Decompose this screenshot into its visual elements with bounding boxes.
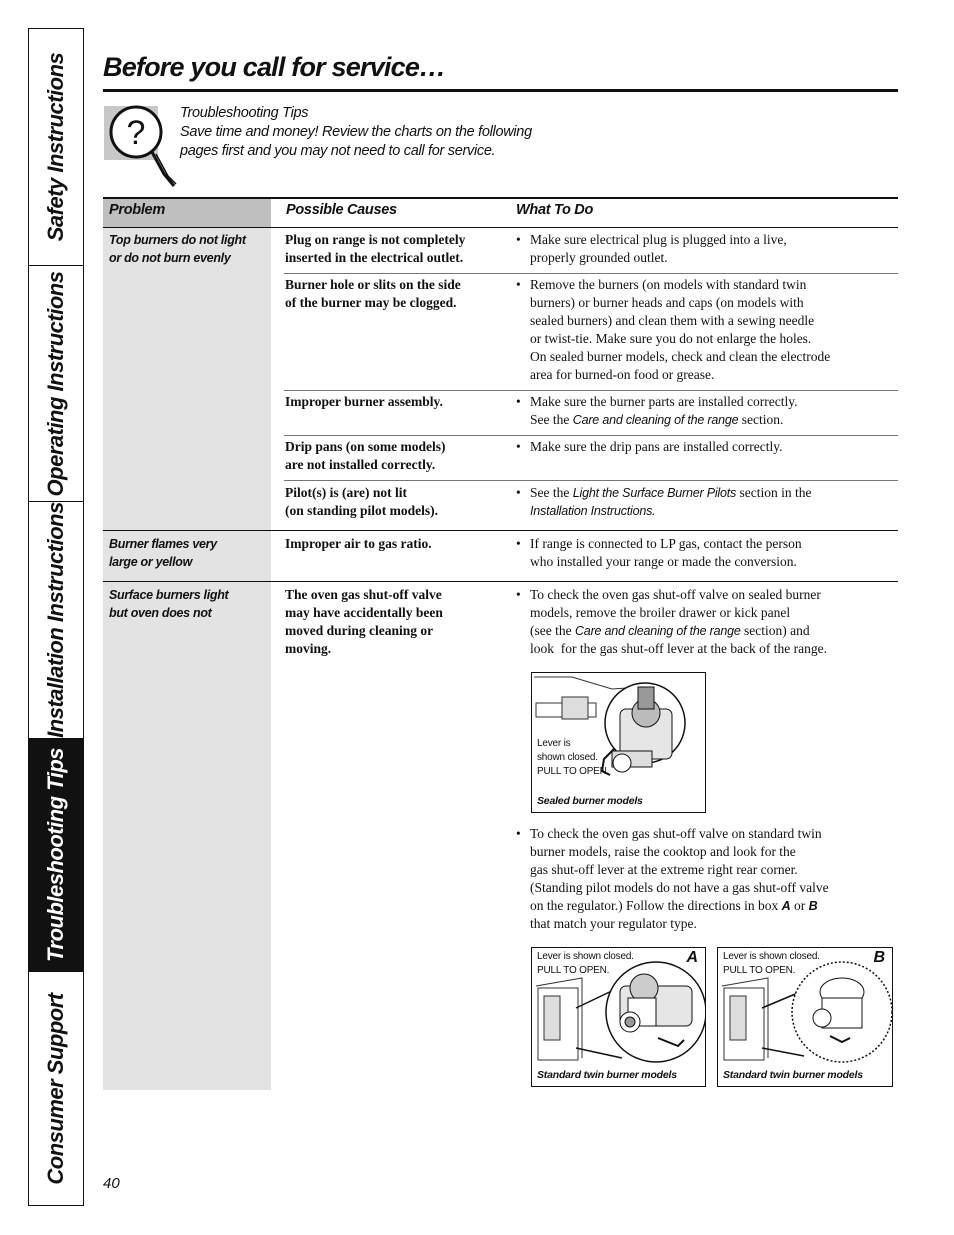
todo-line: Make sure the burner parts are installed correctly. bbox=[530, 394, 798, 409]
cause-line: (on standing pilot models). bbox=[285, 503, 439, 518]
problem-column-bg bbox=[103, 198, 271, 1090]
lever-note bbox=[537, 737, 609, 779]
tab-consumer-support[interactable] bbox=[29, 972, 83, 1205]
figure-caption: Standard twin burner models bbox=[537, 1069, 677, 1081]
section-reference: Care and cleaning of the range bbox=[574, 624, 741, 638]
cause-line: Drip pans (on some models) bbox=[285, 439, 446, 454]
cause-text bbox=[285, 586, 443, 658]
header-problem: Problem bbox=[109, 202, 165, 218]
cause-line: inserted in the electrical outlet. bbox=[285, 250, 464, 265]
problem-line: or do not burn evenly bbox=[109, 251, 231, 265]
todo-line: or twist-tie. Make sure you do not enlarge the holes. bbox=[530, 331, 812, 346]
box-letter-b: B bbox=[873, 949, 885, 966]
todo-line: burner models, raise the cooktop and look for the bbox=[530, 844, 796, 859]
page-number: 40 bbox=[103, 1175, 120, 1192]
todo-item: • If range is connected to LP gas, contact the person who installed your range or made the conversion. bbox=[516, 536, 802, 569]
section-reference: Light the Surface Burner Pilots bbox=[572, 486, 737, 500]
page-title: Before you call for service… bbox=[103, 52, 446, 82]
cause-line: Pilot(s) is (are) not lit bbox=[285, 485, 407, 500]
todo-line bbox=[530, 622, 827, 640]
tab-label: Safety Instructions bbox=[43, 52, 68, 242]
box-letter: B bbox=[808, 899, 818, 913]
section-reference: Care and cleaning of the range bbox=[572, 413, 739, 427]
problem-line: Top burners do not light bbox=[109, 233, 246, 247]
cause-line: Burner hole or slits on the side bbox=[285, 277, 461, 292]
todo-line: If range is connected to LP gas, contact the person bbox=[530, 536, 802, 551]
todo-item: • See the Light the Surface Burner Pilots section in the Installation Instructions. bbox=[516, 485, 812, 518]
todo-item: • To check the oven gas shut-off valve on standard twin burner models, raise the cooktop and look for the gas shut-off lever at the extreme right rear corner. (Standing pilot models do not have a gas shut-off valve on the regulator.) Follow the directions in box A or B that match your regulator type. bbox=[516, 826, 829, 931]
intro-line: pages first and you may not need to call for service. bbox=[180, 143, 496, 159]
tab-troubleshooting-tips[interactable] bbox=[29, 739, 83, 972]
todo-text: section. bbox=[738, 412, 784, 427]
todo-text: (see the bbox=[530, 623, 575, 638]
lever-note bbox=[723, 950, 820, 978]
cause-divider bbox=[284, 480, 898, 481]
todo-item: • Make sure electrical plug is plugged into a live, properly grounded outlet. bbox=[516, 232, 787, 265]
todo-text: See the bbox=[530, 485, 573, 500]
todo-item: • To check the oven gas shut-off valve on sealed burner models, remove the broiler drawer or kick panel (see the Care and cleaning of the range section) and look for the gas shut-off lever at the back of the range. bbox=[516, 587, 828, 656]
cause-text bbox=[285, 276, 461, 312]
todo-line: On sealed burner models, check and clean the electrode bbox=[530, 349, 831, 364]
problem-line: Burner flames very bbox=[109, 537, 217, 551]
todo-text: section in the bbox=[736, 485, 812, 500]
todo-item: • Remove the burners (on models with standard twin burners) or burner heads and caps (on models with sealed burners) and clean them with a sewing needle or twist-tie. Make sure you do not enlarge the holes. On sealed burner models, check and clean the electrode area for burned-on food or grease. bbox=[516, 277, 831, 382]
todo-line: area for burned-on food or grease. bbox=[530, 367, 715, 382]
cause-line: Plug on range is not completely bbox=[285, 232, 466, 247]
todo-line bbox=[530, 484, 811, 502]
cause-line: of the burner may be clogged. bbox=[285, 295, 457, 310]
figure-caption: Standard twin burner models bbox=[723, 1069, 863, 1081]
todo-line: look for the gas shut-off lever at the back of the range. bbox=[530, 641, 828, 656]
troubleshooting-intro bbox=[180, 104, 532, 161]
lever-note bbox=[537, 950, 634, 978]
todo-line bbox=[530, 897, 829, 915]
note-line: Lever is shown closed. bbox=[537, 951, 634, 962]
svg-text:?: ? bbox=[126, 114, 146, 152]
tab-safety-instructions[interactable] bbox=[29, 29, 83, 266]
todo-line: burners) or burner heads and caps (on models with bbox=[530, 295, 804, 310]
section-reference: Installation Instructions. bbox=[530, 504, 656, 518]
sealed-burner-figure bbox=[531, 672, 706, 813]
note-line: Lever is bbox=[537, 738, 571, 749]
note-line: shown closed. bbox=[537, 752, 598, 763]
tab-label: Installation Instructions bbox=[43, 502, 68, 738]
cause-text bbox=[285, 438, 446, 474]
note-line: PULL TO OPEN. bbox=[537, 766, 610, 777]
tab-label: Operating Instructions bbox=[43, 271, 68, 496]
cause-line: may have accidentally been bbox=[285, 605, 443, 620]
title-rule bbox=[103, 89, 898, 92]
note-line: PULL TO OPEN. bbox=[537, 965, 610, 976]
cause-text bbox=[285, 231, 465, 267]
cause-line: are not installed correctly. bbox=[285, 457, 436, 472]
tab-operating-instructions[interactable] bbox=[29, 266, 83, 502]
todo-line: who installed your range or made the conversion. bbox=[530, 554, 797, 569]
todo-line: gas shut-off lever at the extreme right rear corner. bbox=[530, 862, 798, 877]
todo-text: section) and bbox=[740, 623, 810, 638]
figure-b bbox=[717, 947, 893, 1087]
todo-line: Make sure the drip pans are installed correctly. bbox=[530, 439, 783, 454]
todo-text: on the regulator.) Follow the directions in box bbox=[530, 898, 782, 913]
row-divider bbox=[103, 581, 898, 582]
header-what-to-do: What To Do bbox=[516, 202, 593, 218]
todo-item: • Make sure the burner parts are installed correctly. See the Care and cleaning of the range section. bbox=[516, 394, 798, 427]
cause-line: The oven gas shut-off valve bbox=[285, 587, 442, 602]
figure-a bbox=[531, 947, 706, 1087]
cause-text bbox=[285, 535, 432, 553]
todo-line: that match your regulator type. bbox=[530, 916, 697, 931]
problem-label bbox=[109, 586, 228, 622]
tab-installation-instructions[interactable] bbox=[29, 502, 83, 739]
todo-line: Remove the burners (on models with standard twin bbox=[530, 277, 807, 292]
cause-line: Improper burner assembly. bbox=[285, 394, 443, 409]
todo-line: Make sure electrical plug is plugged into a live, bbox=[530, 232, 787, 247]
note-line: PULL TO OPEN. bbox=[723, 965, 796, 976]
todo-line: sealed burners) and clean them with a sewing needle bbox=[530, 313, 815, 328]
todo-line: models, remove the broiler drawer or kick panel bbox=[530, 605, 791, 620]
section-tabs bbox=[28, 28, 84, 1206]
todo-text: or bbox=[790, 898, 809, 913]
todo-line: (Standing pilot models do not have a gas shut-off valve bbox=[530, 880, 829, 895]
note-line: Lever is shown closed. bbox=[723, 951, 820, 962]
problem-line: large or yellow bbox=[109, 555, 193, 569]
box-letter: A bbox=[781, 899, 791, 913]
problem-line: but oven does not bbox=[109, 606, 212, 620]
problem-line: Surface burners light bbox=[109, 588, 229, 602]
tab-label: Consumer Support bbox=[43, 992, 68, 1185]
cause-divider bbox=[284, 390, 898, 391]
question-magnifier-icon bbox=[104, 104, 180, 190]
cause-text bbox=[285, 484, 438, 520]
todo-line: To check the oven gas shut-off valve on sealed burner bbox=[530, 587, 821, 602]
problem-label bbox=[109, 231, 246, 267]
cause-line: Improper air to gas ratio. bbox=[285, 536, 432, 551]
figure-caption: Sealed burner models bbox=[537, 795, 643, 807]
cause-divider bbox=[284, 435, 898, 436]
row-divider bbox=[103, 530, 898, 531]
header-rule bbox=[103, 227, 898, 228]
tab-label: Troubleshooting Tips bbox=[43, 747, 68, 963]
table-top-rule bbox=[103, 197, 898, 199]
todo-line: To check the oven gas shut-off valve on standard twin bbox=[530, 826, 822, 841]
cause-divider bbox=[284, 273, 898, 274]
todo-line bbox=[530, 411, 798, 429]
cause-line: moved during cleaning or bbox=[285, 623, 434, 638]
todo-text: See the bbox=[530, 412, 573, 427]
intro-line: Save time and money! Review the charts on the following bbox=[180, 124, 532, 140]
box-letter-a: A bbox=[686, 949, 698, 966]
todo-line: properly grounded outlet. bbox=[530, 250, 668, 265]
cause-text bbox=[285, 393, 443, 411]
intro-heading: Troubleshooting Tips bbox=[180, 105, 309, 121]
todo-item: • Make sure the drip pans are installed correctly. bbox=[516, 439, 783, 454]
problem-label bbox=[109, 535, 217, 571]
cause-line: moving. bbox=[285, 641, 332, 656]
header-possible-causes: Possible Causes bbox=[286, 202, 397, 218]
